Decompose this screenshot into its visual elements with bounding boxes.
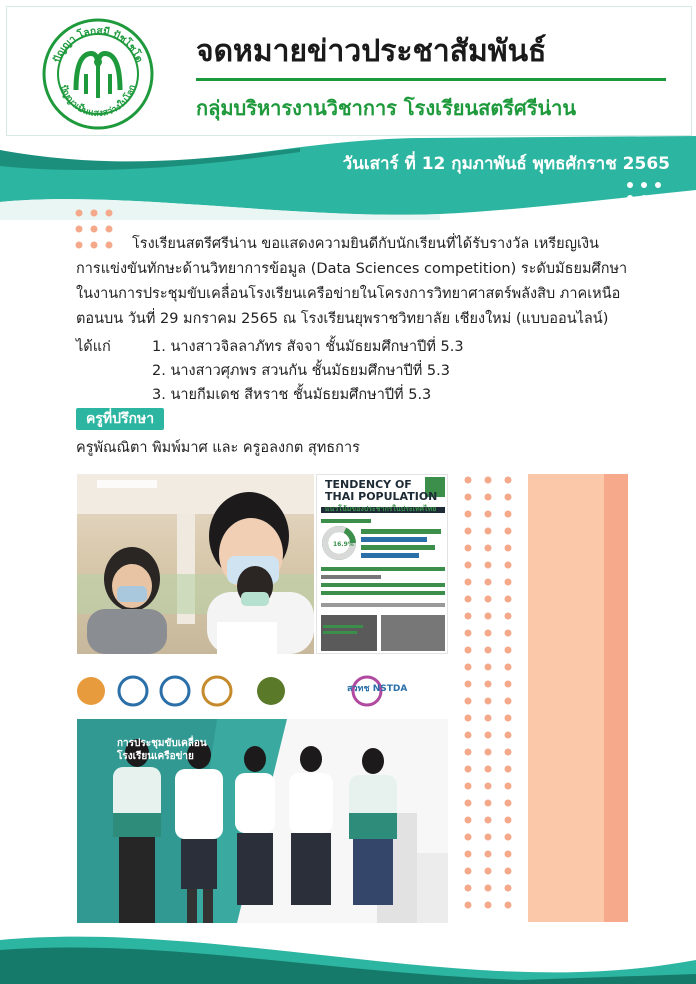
decorative-dot [485, 664, 492, 671]
decorative-dot [465, 732, 472, 739]
decorative-dot [505, 732, 512, 739]
decorative-dot [465, 715, 472, 722]
decorative-dot [505, 868, 512, 875]
decorative-dot [505, 562, 512, 569]
winner-item: 1. นางสาวจิลลาภัทร สัจจา ชั้นมัธยมศึกษาปีที่ 5.3 [152, 339, 464, 355]
decorative-dot [505, 902, 512, 909]
decorative-dot [465, 749, 472, 756]
decorative-dot [465, 562, 472, 569]
group-photo [77, 663, 448, 923]
decorative-dot [505, 817, 512, 824]
decorative-dot [505, 766, 512, 773]
decorative-dot [465, 613, 472, 620]
decorative-dot [485, 630, 492, 637]
decorative-dot [485, 800, 492, 807]
peach-strip [604, 474, 628, 922]
decorative-dot [505, 613, 512, 620]
decorative-dot [485, 579, 492, 586]
decorative-dot [505, 681, 512, 688]
decorative-dot [465, 664, 472, 671]
decorative-dot [485, 528, 492, 535]
decorative-dot [505, 851, 512, 858]
decorative-dot [465, 647, 472, 654]
decorative-dot [505, 800, 512, 807]
decorative-dot [465, 596, 472, 603]
paragraph-line: การแข่งขันทักษะด้านวิทยาการข้อมูล (Data Sciences competition) ระดับมัธยมศึกษา [76, 261, 628, 277]
decorative-dot [505, 834, 512, 841]
decorative-dot [505, 477, 512, 484]
decorative-dot [485, 596, 492, 603]
decorative-dot [505, 596, 512, 603]
nstda-logo-text: สวทช NSTDA [347, 684, 408, 694]
decorative-dot [485, 851, 492, 858]
decorative-dot [465, 834, 472, 841]
decorative-dot [465, 902, 472, 909]
paragraph-line: ตอนบน วันที่ 29 มกราคม 2565 ณ โรงเรียนยุพราชวิทยาลัย เชียงใหม่ (แบบออนไลน์) [76, 311, 609, 327]
decorative-dot [485, 868, 492, 875]
paragraph-line: โรงเรียนสตรีศรีน่าน ขอแสดงความยินดีกับนักเรียนที่ได้รับรางวัล เหรียญเงิน [132, 236, 599, 252]
decorative-dot [485, 834, 492, 841]
decorative-dot [485, 477, 492, 484]
decorative-dot [505, 664, 512, 671]
stage-backdrop-text: การประชุมขับเคลื่อน โรงเรียนเครือข่าย [117, 738, 207, 762]
decorative-dot [485, 715, 492, 722]
selfie-photo [77, 474, 314, 654]
decorative-dot [465, 698, 472, 705]
infographic-poster [316, 474, 448, 654]
decorative-dot [485, 511, 492, 518]
decorative-dot [505, 749, 512, 756]
decorative-dot [485, 732, 492, 739]
decorative-dot [485, 494, 492, 501]
department-subtitle: กลุ่มบริหารงานวิชาการ โรงเรียนสตรีศรีน่าน [196, 96, 577, 120]
advisor-names: ครูพัณณิตา พิมพ์มาศ และ ครูอลงกต สุทธการ [76, 440, 360, 456]
decorative-dot [465, 528, 472, 535]
decorative-dot [485, 562, 492, 569]
decorative-dot [505, 528, 512, 535]
decorative-dot [465, 681, 472, 688]
dots-column-decoration [462, 474, 524, 922]
winner-item: 3. นายกีมเดช สีหราช ชั้นมัธยมศึกษาปีที่ 5.3 [152, 387, 432, 403]
decorative-dot [505, 630, 512, 637]
school-logo [42, 18, 154, 130]
advisor-label: ครูที่ปรึกษา [76, 408, 164, 430]
decorative-dot [485, 681, 492, 688]
announcement-paragraph [76, 232, 656, 332]
decorative-dot [465, 477, 472, 484]
decorative-dot [505, 885, 512, 892]
newsletter-title: จดหมายข่าวประชาสัมพันธ์ [196, 34, 547, 69]
decorative-dot [485, 885, 492, 892]
decorative-dot [505, 494, 512, 501]
decorative-dot [465, 817, 472, 824]
decorative-dot [485, 783, 492, 790]
paragraph-line: ในงานการประชุมขับเคลื่อนโรงเรียนเครือข่ายในโครงการวิทยาศาสตร์พลังสิบ ภาคเหนือ [76, 286, 621, 302]
decorative-dot [505, 579, 512, 586]
decorative-dot [465, 630, 472, 637]
decorative-dot [465, 800, 472, 807]
decorative-dot [485, 647, 492, 654]
decorative-dot [465, 494, 472, 501]
decorative-dot [465, 511, 472, 518]
winner-item: 2. นางสาวศุภพร สวนกัน ชั้นมัธยมศึกษาปีที่ 5.3 [152, 363, 450, 379]
decorative-dot [465, 868, 472, 875]
decorative-dot [505, 647, 512, 654]
decorative-dot [465, 579, 472, 586]
decorative-dot [465, 885, 472, 892]
footer-wave [0, 930, 696, 984]
decorative-dot [485, 545, 492, 552]
decorative-dot [505, 511, 512, 518]
logo-text-top: ปัญญา โลกสมี ปัชโชโต [51, 25, 145, 65]
decorative-dot [485, 766, 492, 773]
poster-title: TENDENCY OF THAI POPULATION แนวโน้มของประชากรในประเทศไทย 16.9% [325, 478, 438, 548]
dots-decoration-top-right [626, 180, 666, 204]
decorative-dot [465, 766, 472, 773]
decorative-dot [505, 783, 512, 790]
issue-date: วันเสาร์ ที่ 12 กุมภาพันธ์ พุทธศักราช 2565 [342, 154, 670, 174]
decorative-dot [465, 545, 472, 552]
title-divider [196, 78, 666, 81]
decorative-dot [465, 851, 472, 858]
decorative-dot [505, 698, 512, 705]
decorative-dot [485, 749, 492, 756]
decorative-dot [505, 715, 512, 722]
winners-lead: ได้แก่ [76, 339, 111, 355]
logo-text-bottom: ปัญญาเป็นแสงสว่างในโลก [57, 83, 139, 120]
decorative-dot [485, 817, 492, 824]
decorative-dot [465, 783, 472, 790]
decorative-dot [485, 613, 492, 620]
decorative-dot [505, 545, 512, 552]
decorative-dot [485, 698, 492, 705]
decorative-dot [485, 902, 492, 909]
